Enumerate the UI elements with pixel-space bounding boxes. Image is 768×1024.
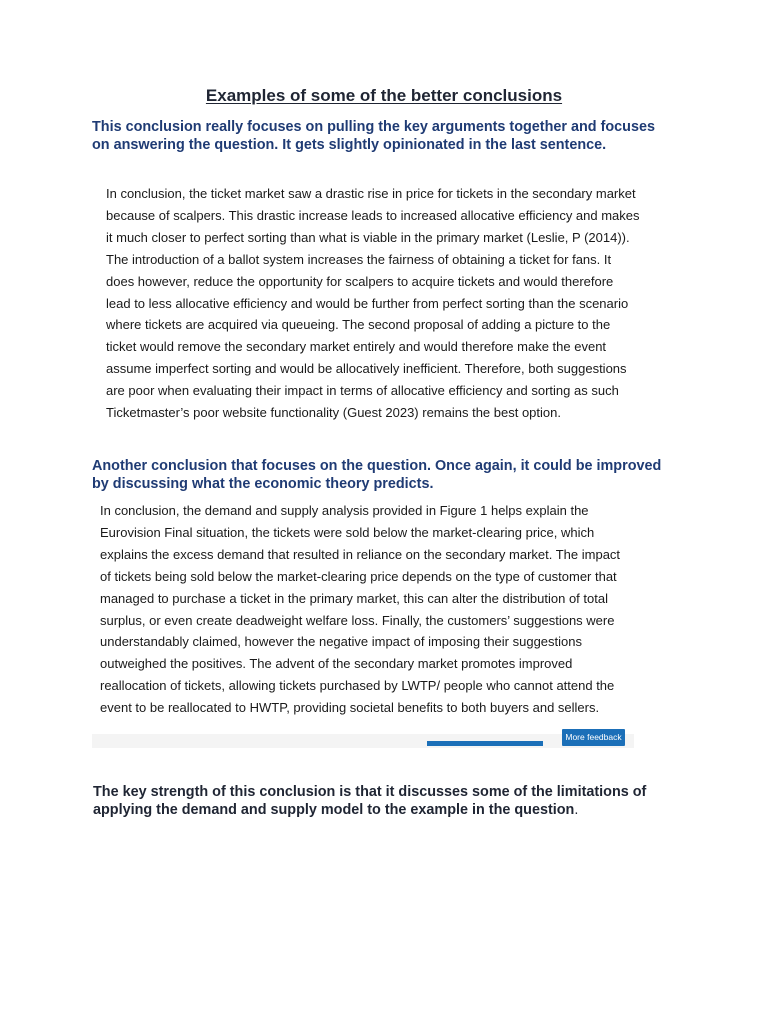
section-heading-1: This conclusion really focuses on pulling the key arguments together and focuses on answering the question. It gets slightly opinionated in the last sentence. bbox=[92, 119, 655, 153]
excerpt-text-1: In conclusion, the ticket market saw a drastic rise in price for tickets in the secondary market because of scalpers. This drastic increase leads to increased allocative efficiency and makes it much closer to perfect sorting than what is viable in the primary market (Leslie, P (2014)). The introduction of a ballot system increases the fairness of obtaining a ticket for fans. It does however, reduce the opportunity for scalpers to acquire tickets and would therefore lead to less allocative efficiency and would be further from perfect sorting than the scenario where tickets are acquired via queueing. The second proposal of adding a picture to the ticket would remove the secondary market entirely and would therefore make the event assume imperfect sorting and would be allocatively inefficient. Therefore, both suggestions are poor when evaluating their impact in terms of allocative efficiency and sorting as such Ticketmaster’s poor website functionality (Guest 2023) remains the best option. bbox=[106, 186, 640, 421]
excerpt-text-2: In conclusion, the demand and supply analysis provided in Figure 1 helps explain the Eurovision Final situation, the tickets were sold below the market-clearing price, which explains the excess demand that resulted in reliance on the secondary market. The impact of tickets being sold below the market-clearing price depends on the type of customer that managed to purchase a ticket in the primary market, this can alter the distribution of total surplus, or even create deadweight welfare loss. Finally, the customers’ suggestions were understandably claimed, however the negative impact of imposing their suggestions outweighed the positives. The advent of the secondary market promotes improved reallocation of tickets, allowing tickets purchased by LWTP/ people who cannot attend the event to be reallocated to HWTP, providing societal benefits to both buyers and sellers. bbox=[100, 503, 621, 716]
conclusion-excerpt-1 bbox=[96, 181, 640, 424]
closing-period: . bbox=[574, 802, 579, 818]
page-title: Examples of some of the better conclusions bbox=[205, 86, 563, 105]
section-heading-2: Another conclusion that focuses on the question. Once again, it could be improved by discussing what the economic theory predicts. bbox=[92, 458, 662, 492]
conclusion-excerpt-2 bbox=[92, 498, 634, 748]
closing-comment-text: The key strength of this conclusion is that it discusses some of the limitations of applying the demand and supply model to the example in the question bbox=[93, 784, 647, 818]
tab-indicator-bar bbox=[427, 741, 543, 746]
closing-comment bbox=[93, 783, 693, 819]
more-feedback-button[interactable]: More feedback bbox=[562, 729, 625, 746]
